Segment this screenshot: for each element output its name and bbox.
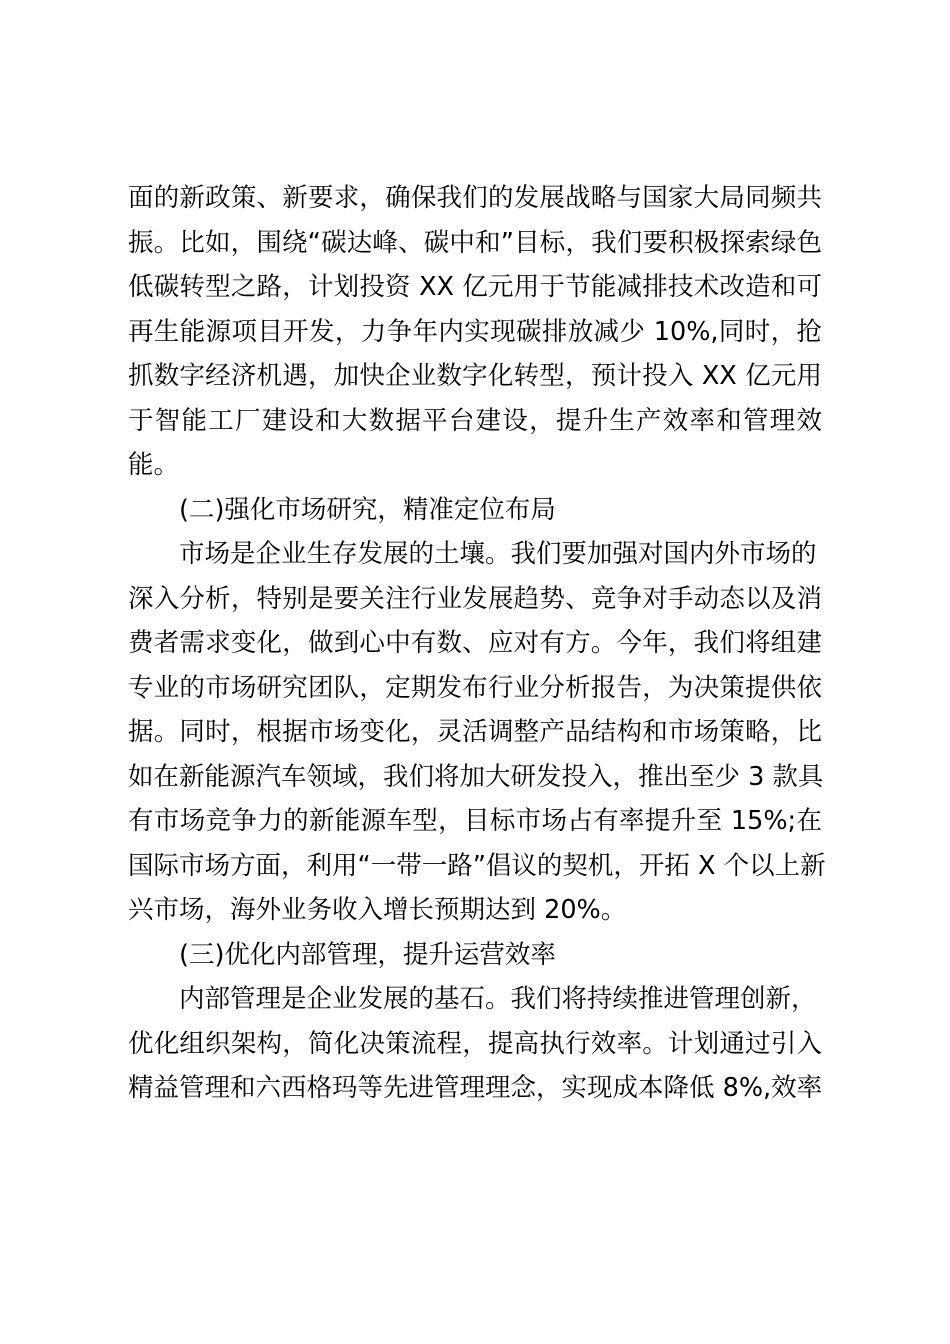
paragraph-line: 深入分析，特别是要关注行业发展趋势、竞争对手动态以及消: [128, 583, 822, 614]
paragraph-2: [128, 532, 826, 933]
paragraph-line: 再生能源项目开发，力争年内实现碳排放减少 10%,同时，抢: [128, 316, 822, 347]
paragraph-line: 能。: [128, 450, 180, 480]
paragraph-line: 专业的市场研究团队，定期发布行业分析报告，为决策提供依: [128, 672, 822, 703]
paragraph-line: 振。比如，围绕“碳达峰、碳中和”目标，我们要积极探索绿色: [128, 227, 822, 258]
paragraph-line: 于智能工厂建设和大数据平台建设，提升生产效率和管理效: [128, 405, 822, 436]
paragraph-line: 优化组织架构，简化决策流程，提高执行效率。计划通过引入: [128, 1028, 822, 1059]
paragraph-line: 内部管理是企业发展的基石。我们将持续推进管理创新，: [179, 984, 817, 1014]
paragraph-line: 费者需求变化，做到心中有数、应对有方。今年，我们将组建: [128, 628, 822, 658]
paragraph-line: 市场是企业生存发展的土壤。我们要加强对国内外市场的: [179, 539, 817, 569]
paragraph-line: 据。同时，根据市场变化，灵活调整产品结构和市场策略，比: [128, 717, 822, 747]
document-body: [128, 176, 826, 1111]
section-heading-2: (二)强化市场研究，精准定位布局: [179, 494, 556, 525]
paragraph-line: 面的新政策、新要求，确保我们的发展战略与国家大局同频共: [128, 183, 822, 213]
paragraph-3: [128, 977, 822, 1111]
section-heading-3: (三)优化内部管理，提升运营效率: [179, 939, 556, 970]
paragraph-line: 精益管理和六西格玛等先进管理理念，实现成本降低 8%,效率: [128, 1073, 823, 1103]
paragraph-1: [128, 176, 822, 488]
paragraph-line: 抓数字经济机遇，加快企业数字化转型，预计投入 XX 亿元用: [128, 361, 822, 391]
paragraph-line: 兴市场，海外业务收入增长预期达到 20%。: [128, 895, 627, 925]
paragraph-line: 国际市场方面，利用“一带一路”倡议的契机，开拓 X 个以上新: [128, 850, 826, 881]
paragraph-line: 低碳转型之路，计划投资 XX 亿元用于节能减排技术改造和可: [128, 272, 822, 302]
paragraph-line: 如在新能源汽车领域，我们将加大研发投入，推出至少 3 款具: [128, 761, 824, 792]
paragraph-line: 有市场竞争力的新能源车型，目标市场占有率提升至 15%;在: [128, 806, 822, 836]
